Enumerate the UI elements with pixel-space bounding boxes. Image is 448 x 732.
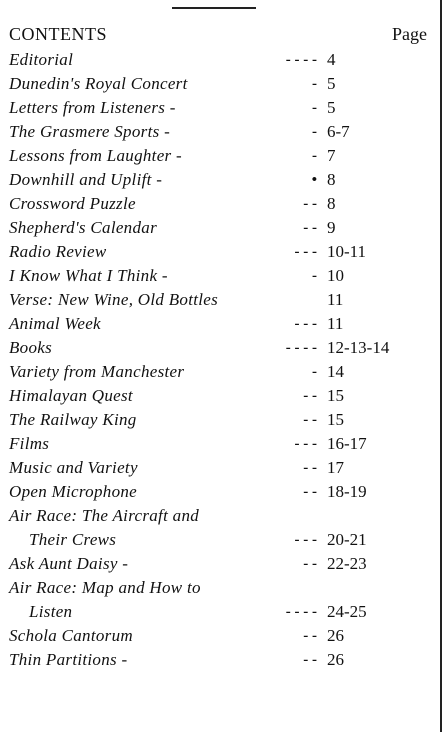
leader-dashes: - - <box>303 652 317 668</box>
toc-entry <box>9 336 429 360</box>
toc-entry-page: 4 <box>327 50 336 69</box>
toc-entry-title: Air Race: The Aircraft and <box>9 506 200 525</box>
toc-entry-title: Schola Cantorum <box>9 626 133 645</box>
toc-entry <box>9 456 429 480</box>
toc-entry <box>9 480 429 504</box>
toc-entry <box>9 216 429 240</box>
toc-entry <box>9 408 429 432</box>
toc-entry-title: Dunedin's Royal Concert <box>9 74 188 93</box>
toc-entry-title: Books <box>9 338 53 357</box>
toc-entry <box>9 144 429 168</box>
toc-entry-page: 14 <box>327 362 344 381</box>
leader-dashes: - - - <box>294 244 317 260</box>
leader-dashes: - <box>312 364 317 380</box>
toc-entry <box>9 576 429 624</box>
leader-dashes: - <box>312 148 317 164</box>
toc-entry-page: 17 <box>327 458 344 477</box>
toc-entry <box>9 360 429 384</box>
toc-entry <box>9 648 429 672</box>
leader-dashes: - - - <box>294 532 317 548</box>
toc-entry <box>9 504 429 552</box>
toc-entry-page: 6-7 <box>327 122 350 141</box>
leader-dashes: - - <box>303 460 317 476</box>
toc-entry-title: Editorial <box>9 50 74 69</box>
toc-entry-page: 24-25 <box>327 602 367 621</box>
leader-dashes: - - <box>303 412 317 428</box>
leader-dashes: - - - <box>294 436 317 452</box>
toc-entry-page: 8 <box>327 194 336 213</box>
toc-entry-title: Lessons from Laughter - <box>9 146 182 165</box>
toc-entry-page: 10 <box>327 266 344 285</box>
toc-entry-page: 7 <box>327 146 336 165</box>
toc-entry <box>9 384 429 408</box>
toc-entry <box>9 48 429 72</box>
leader-dashes: - - - - <box>285 340 317 356</box>
leader-dashes: • <box>311 172 317 188</box>
toc-entry <box>9 192 429 216</box>
toc-entry-page: 16-17 <box>327 434 367 453</box>
leader-dashes: - - <box>303 388 317 404</box>
leader-dashes: - - - - <box>285 52 317 68</box>
leader-dashes: - - <box>303 196 317 212</box>
leader-dashes: - - <box>303 556 317 572</box>
toc-entry-page: 5 <box>327 74 336 93</box>
leader-dashes: - - <box>303 220 317 236</box>
toc-entry-title: Air Race: Map and How to <box>9 578 201 597</box>
right-column-rule <box>440 0 442 732</box>
toc-entry-page: 26 <box>327 650 344 669</box>
toc-entry-title: Animal Week <box>9 314 101 333</box>
toc-entry-page: 18-19 <box>327 482 367 501</box>
toc-entry-page: 8 <box>327 170 336 189</box>
toc-entry-title: The Railway King <box>9 410 137 429</box>
leader-dashes: - <box>312 76 317 92</box>
toc-entry <box>9 288 429 312</box>
contents-list <box>9 48 429 672</box>
toc-entry-title-continued: Their Crews <box>29 530 117 549</box>
toc-entry-page: 11 <box>327 314 344 333</box>
contents-header <box>9 24 427 48</box>
leader-dashes: - <box>312 268 317 284</box>
toc-entry-page: 12-13-14 <box>327 338 390 357</box>
toc-entry-page: 5 <box>327 98 336 117</box>
leader-dashes: - - <box>303 484 317 500</box>
toc-entry <box>9 552 429 576</box>
toc-entry <box>9 168 429 192</box>
toc-entry-title: I Know What I Think - <box>9 266 168 285</box>
toc-entry-title: The Grasmere Sports - <box>9 122 171 141</box>
toc-entry-page: 9 <box>327 218 336 237</box>
toc-entry-title: Radio Review <box>9 242 107 261</box>
toc-entry-page: 10-11 <box>327 242 367 261</box>
toc-entry-page: 20-21 <box>327 530 367 549</box>
toc-entry-page: 11 <box>327 290 344 309</box>
leader-dashes: - - - <box>294 316 317 332</box>
toc-entry-title: Films <box>9 434 50 453</box>
toc-entry-title: Himalayan Quest <box>9 386 133 405</box>
toc-entry-title: Music and Variety <box>9 458 138 477</box>
toc-entry-page: 26 <box>327 626 344 645</box>
toc-entry-title: Variety from Manchester <box>9 362 185 381</box>
toc-entry <box>9 120 429 144</box>
toc-entry-page: 15 <box>327 386 344 405</box>
toc-entry <box>9 312 429 336</box>
toc-entry-title: Letters from Listeners - <box>9 98 176 117</box>
toc-entry-title: Ask Aunt Daisy - <box>9 554 129 573</box>
toc-entry-title: Thin Partitions - <box>9 650 128 669</box>
toc-entry <box>9 432 429 456</box>
toc-entry-title: Open Microphone <box>9 482 138 501</box>
toc-entry-title: Crossword Puzzle <box>9 194 136 213</box>
toc-entry-title: Shepherd's Calendar <box>9 218 158 237</box>
toc-entry-title: Downhill and Uplift - <box>9 170 163 189</box>
toc-entry <box>9 72 429 96</box>
toc-entry-page: 15 <box>327 410 344 429</box>
contents-title: CONTENTS <box>9 24 107 44</box>
leader-dashes: - <box>312 100 317 116</box>
toc-entry-page: 22-23 <box>327 554 367 573</box>
leader-dashes: - <box>312 124 317 140</box>
toc-entry <box>9 624 429 648</box>
toc-entry <box>9 96 429 120</box>
top-rule <box>172 7 256 9</box>
leader-dashes: - - - - <box>285 604 317 620</box>
page-column-label: Page <box>392 24 427 44</box>
toc-entry-title: Verse: New Wine, Old Bottles <box>9 290 219 309</box>
leader-dashes: - - <box>303 628 317 644</box>
toc-entry <box>9 240 429 264</box>
toc-entry-title-continued: Listen <box>29 602 73 621</box>
toc-entry <box>9 264 429 288</box>
